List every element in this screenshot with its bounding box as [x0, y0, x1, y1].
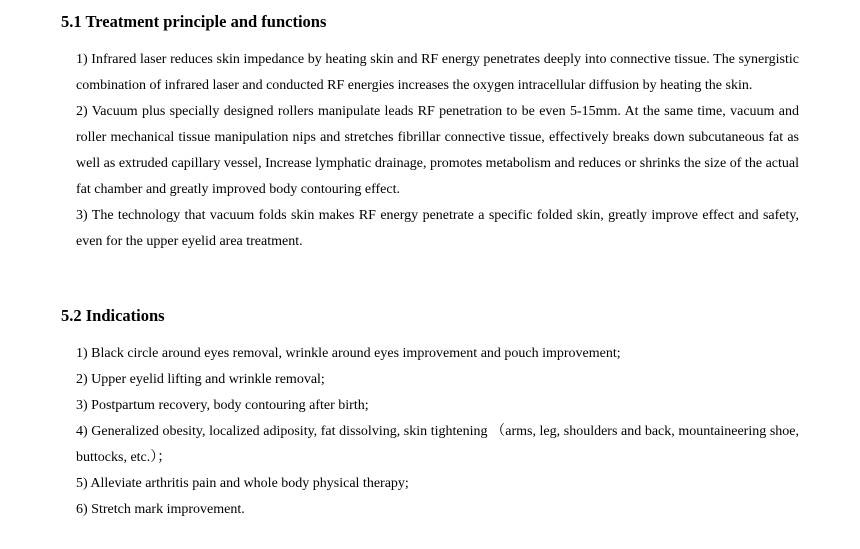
treatment-paragraph-1: 1) Infrared laser reduces skin impedance by heating skin and RF energy penetrates deeply into connective tissue. The synergistic combination of infrared laser and conducted RF energies increases the oxygen intracellular diffusion by heating the skin.: [76, 52, 799, 93]
indication-item-1: 1) Black circle around eyes removal, wrinkle around eyes improvement and pouch improvement;: [76, 346, 621, 361]
treatment-paragraph-3: 3) The technology that vacuum folds skin makes RF energy penetrate a specific folded skin, greatly improve effect and safety, even for the upper eyelid area treatment.: [76, 208, 799, 249]
indications-list: [76, 341, 799, 523]
treatment-principle-body: [76, 47, 799, 255]
section-heading-indications: 5.2 Indications: [61, 306, 165, 325]
section-heading-treatment-principle: 5.1 Treatment principle and functions: [61, 12, 327, 31]
indication-item-3: 3) Postpartum recovery, body contouring after birth;: [76, 398, 369, 413]
indication-item-2: 2) Upper eyelid lifting and wrinkle removal;: [76, 372, 325, 387]
indication-item-5: 5) Alleviate arthritis pain and whole body physical therapy;: [76, 476, 409, 491]
indication-item-6: 6) Stretch mark improvement.: [76, 502, 245, 517]
treatment-paragraph-2: 2) Vacuum plus specially designed rollers manipulate leads RF penetration to be even 5-15mm. At the same time, vacuum and roller mechanical tissue manipulation nips and stretches fibrillar connective tissue, effectively breaks down subcutaneous fat as well as extruded capillary vessel, Increase lymphatic drainage, promotes metabolism and reduces or shrinks the size of the actual fat chamber and greatly improved body contouring effect.: [76, 104, 799, 197]
indication-item-4: 4) Generalized obesity, localized adiposity, fat dissolving, skin tightening （arms, leg, shoulders and back, mountaineering shoe, buttocks, etc.）；: [76, 424, 799, 465]
